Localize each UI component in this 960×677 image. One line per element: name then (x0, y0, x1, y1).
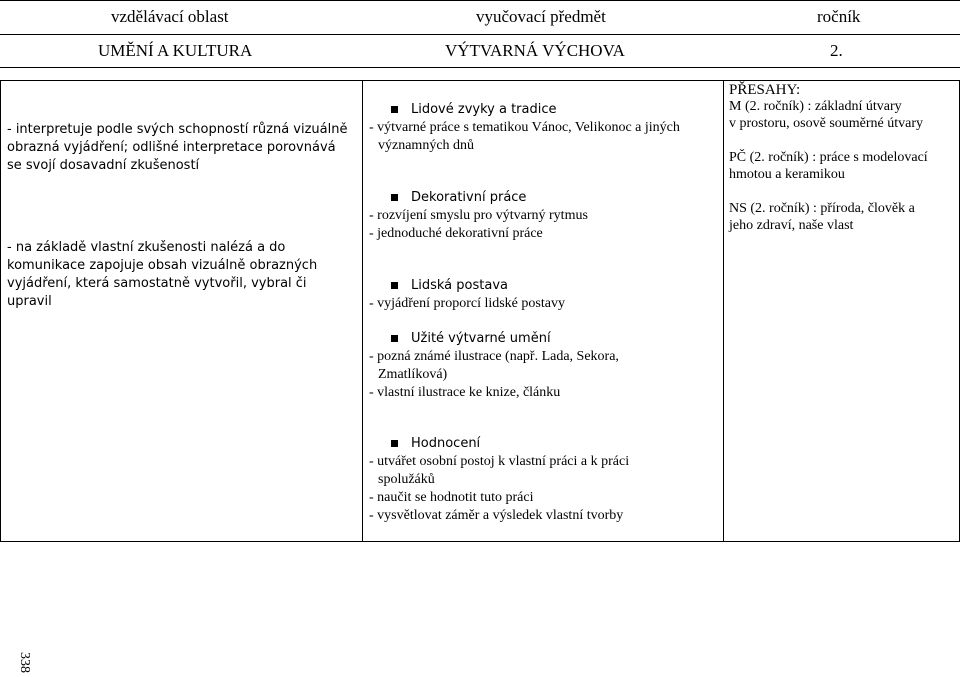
header-grade-label: ročník (817, 7, 861, 26)
bullet-square-icon (391, 282, 398, 289)
header-grade-value: 2. (830, 41, 843, 60)
topic-title: Dekorativní práce (369, 189, 719, 207)
outcome-item (7, 239, 358, 311)
page-number: 338 (17, 652, 32, 673)
topic-line: - vlastní ilustrace ke knize, článku (369, 385, 561, 400)
bullet-square-icon (391, 194, 398, 201)
overlap-item (729, 149, 955, 183)
topic-title: Lidská postava (369, 277, 719, 295)
overlap-line: jeho zdraví, naše vlast (729, 218, 854, 233)
header-area-value: UMĚNÍ A KULTURA (98, 41, 253, 60)
topic-title: Lidové zvyky a tradice (369, 101, 719, 119)
bullet-square-icon (391, 106, 398, 113)
topic-section (369, 277, 719, 313)
overlaps-column (724, 81, 959, 541)
topic-line: spolužáků (378, 472, 435, 487)
outcome-line: vyjádření, která samostatně vytvořil, vybral či (7, 276, 307, 291)
outcome-item (7, 121, 358, 175)
overlap-line: M (2. ročník) : základní útvary (729, 99, 902, 114)
outcome-line: - na základě vlastní zkušenosti nalézá a do (7, 240, 286, 255)
overlap-line: v prostoru, osově souměrné útvary (729, 116, 924, 131)
overlap-line: hmotou a keramikou (729, 167, 845, 182)
outcomes-column (1, 81, 363, 541)
topic-section (369, 189, 719, 243)
header-subject-value: VÝTVARNÁ VÝCHOVA (445, 41, 625, 60)
topic-line: - vysvětlovat záměr a výsledek vlastní tvorby (369, 508, 624, 523)
topic-line: - pozná známé ilustrace (např. Lada, Sekora, (369, 349, 619, 364)
header-subject-label: vyučovací předmět (476, 7, 606, 26)
outcome-line: obrazná vyjádření; odlišné interpretace porovnává (7, 140, 336, 155)
curriculum-table (0, 80, 960, 542)
topic-line: - utvářet osobní postoj k vlastní práci a k práci (369, 454, 630, 469)
overlap-item (729, 98, 955, 132)
topics-column (363, 81, 724, 541)
topic-section (369, 330, 719, 402)
topic-title: Užité výtvarné umění (369, 330, 719, 348)
header-value-row (0, 34, 960, 68)
topic-title: Hodnocení (369, 435, 719, 453)
outcome-line: se svojí dosavadní zkušeností (7, 158, 200, 173)
header-label-row (0, 0, 960, 34)
bullet-square-icon (391, 335, 398, 342)
topic-line: - jednoduché dekorativní práce (369, 226, 543, 241)
topic-line: - výtvarné práce s tematikou Vánoc, Velikonoc a jiných (369, 120, 680, 135)
overlap-line: PČ (2. ročník) : práce s modelovací (729, 150, 928, 165)
topic-line: - rozvíjení smyslu pro výtvarný rytmus (369, 208, 588, 223)
outcome-line: - interpretuje podle svých schopností různá vizuálně (7, 122, 348, 137)
topic-line: - vyjádření proporcí lidské postavy (369, 296, 565, 311)
topic-line: významných dnů (378, 138, 475, 153)
outcome-line: upravil (7, 294, 52, 309)
header-area-label: vzdělávací oblast (111, 7, 229, 26)
topic-line: - naučit se hodnotit tuto práci (369, 490, 534, 505)
topic-section (369, 435, 719, 525)
outcome-line: komunikace zapojuje obsah vizuálně obrazných (7, 258, 318, 273)
overlap-line: NS (2. ročník) : příroda, člověk a (729, 201, 915, 216)
header-bottom-border (0, 67, 960, 68)
overlap-item (729, 200, 955, 234)
topic-section (369, 101, 719, 155)
bullet-square-icon (391, 440, 398, 447)
topic-line: Zmatlíková) (378, 367, 448, 382)
overlaps-title: PŘESAHY: (729, 82, 801, 98)
